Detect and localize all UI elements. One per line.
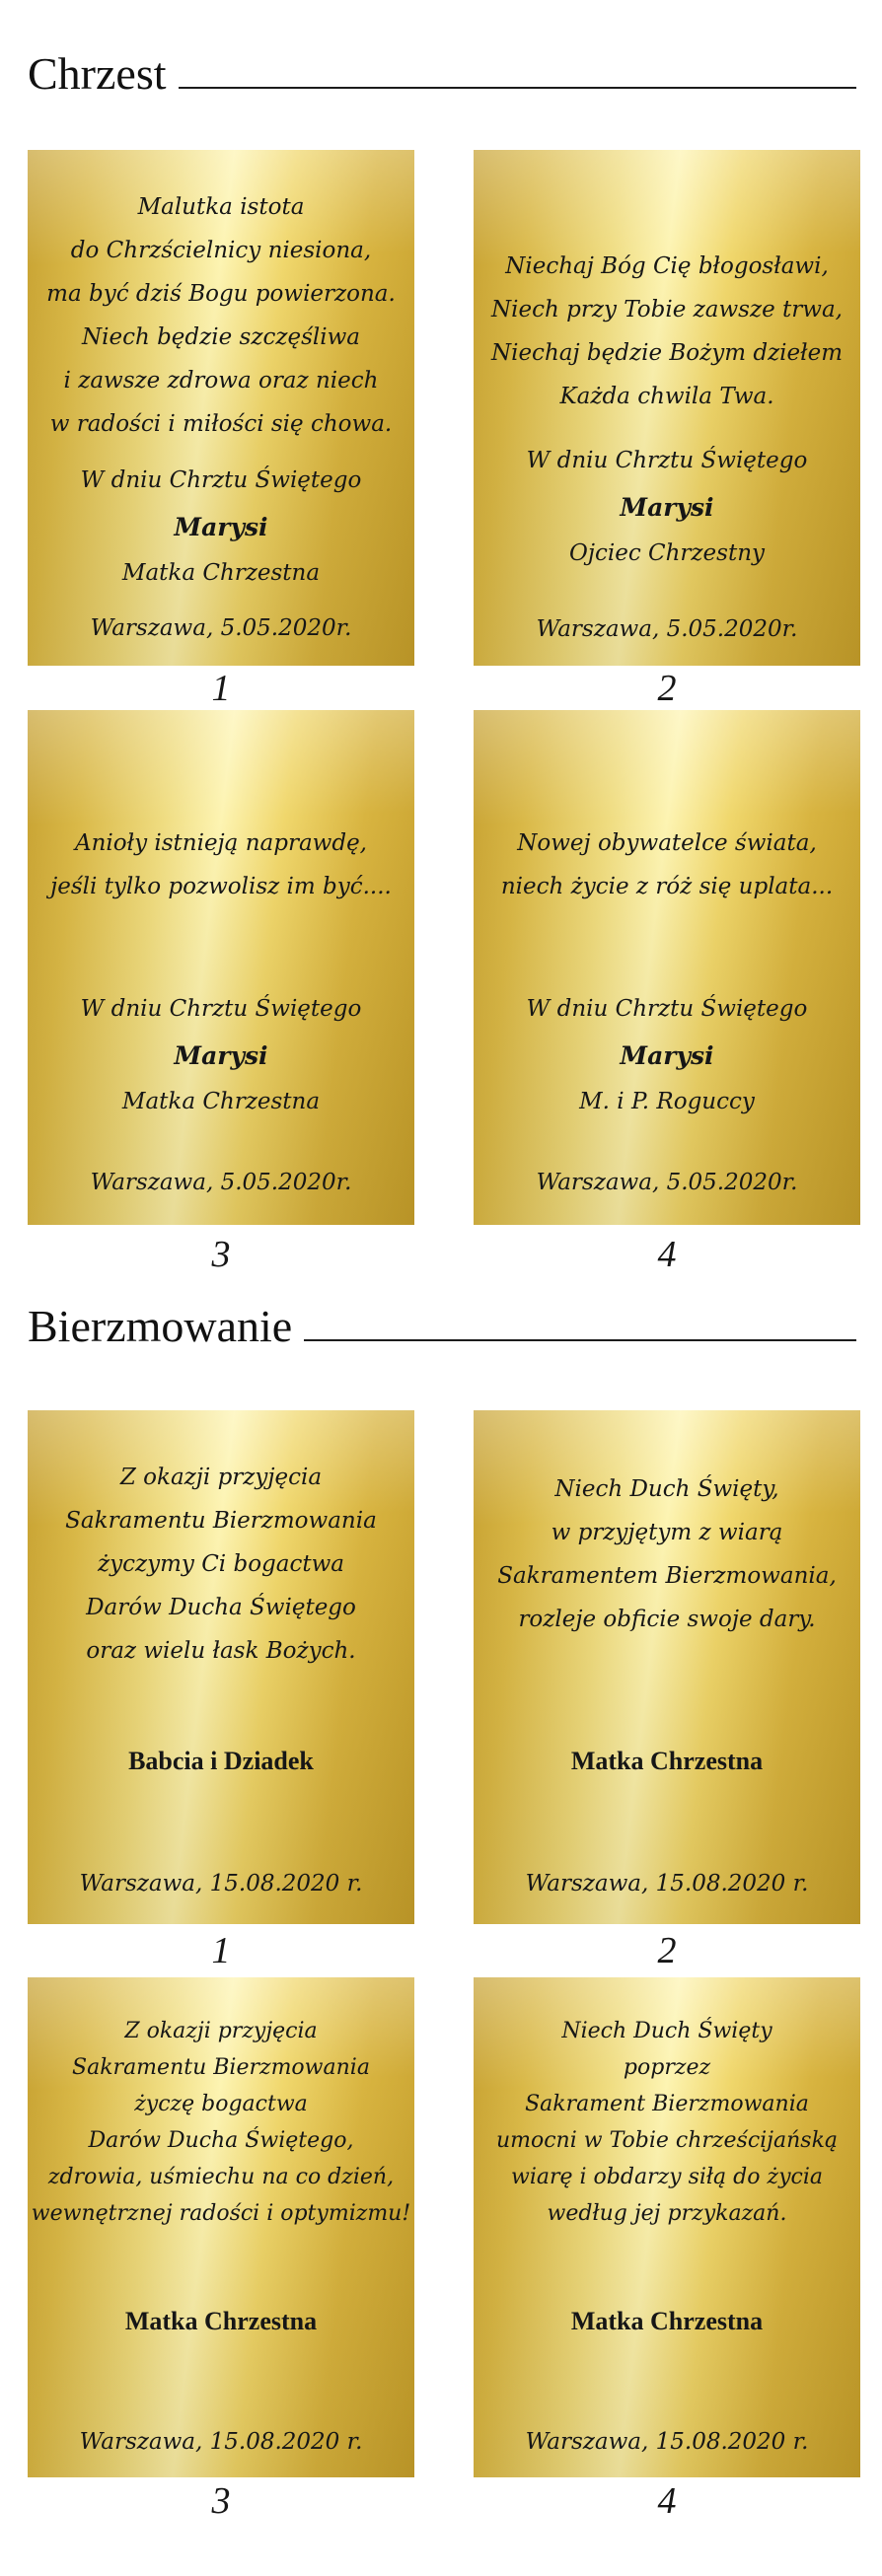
card-chrzest-3 xyxy=(28,710,414,1225)
section-title: Bierzmowanie xyxy=(28,1301,293,1351)
card-chrzest-1 xyxy=(28,150,414,666)
poem xyxy=(491,245,843,418)
card-number: 3 xyxy=(211,2480,231,2522)
dedication-block xyxy=(81,458,362,597)
signature: Matka Chrzestna xyxy=(124,2307,318,2335)
date-line: Warszawa, 5.05.2020r. xyxy=(536,616,798,642)
poem-line: życzę bogactwa xyxy=(134,2092,308,2116)
poem-line: wewnętrznej radości i optymizmu! xyxy=(31,2201,411,2226)
card-number: 4 xyxy=(657,2480,677,2522)
date-line: Warszawa, 15.08.2020 r. xyxy=(525,1871,809,1896)
poem-line: rozleje obficie swoje dary. xyxy=(518,1607,816,1632)
recipient-name: Marysi xyxy=(620,493,714,522)
section-rule xyxy=(179,87,856,89)
poem xyxy=(501,822,833,908)
poem-line: Niech Duch Święty xyxy=(561,2019,772,2043)
poem-line: Z okazji przyjęcia xyxy=(119,1465,323,1490)
poem xyxy=(46,185,396,446)
bierzmowanie-row-1 xyxy=(28,1410,860,1924)
poem-line: w radości i miłości się chowa. xyxy=(49,411,393,437)
signature: M. i P. Roguccy xyxy=(579,1089,755,1114)
poem-line: życzymy Ci bogactwa xyxy=(97,1551,344,1577)
poem-line: i zawsze zdrowa oraz niech xyxy=(63,368,379,394)
poem xyxy=(496,2013,838,2232)
card-bierzmowanie-3 xyxy=(28,1977,414,2477)
signature: Babcia i Dziadek xyxy=(128,1747,314,1775)
poem-line: Niechaj będzie Bożym dziełem xyxy=(490,340,844,366)
poem-line: wiarę i obdarzy siłą do życia xyxy=(511,2165,823,2189)
poem-line: Darów Ducha Świętego, xyxy=(88,2128,354,2153)
number-row xyxy=(28,1225,860,1284)
chrzest-row-1 xyxy=(28,150,860,666)
dedication-block xyxy=(527,986,808,1125)
number-row xyxy=(28,666,860,710)
card-bierzmowanie-2 xyxy=(474,1410,860,1924)
poem-line: Sakramentu Bierzmowania xyxy=(72,2055,370,2080)
poem-line: Każda chwila Twa. xyxy=(559,384,774,409)
section-rule xyxy=(304,1339,856,1341)
section-title: Chrzest xyxy=(28,48,167,99)
poem-line: zdrowia, uśmiechu na co dzień, xyxy=(47,2165,395,2189)
card-number: 2 xyxy=(657,667,677,709)
card-number: 1 xyxy=(211,667,231,709)
chrzest-row-2 xyxy=(28,710,860,1225)
card-bierzmowanie-1 xyxy=(28,1410,414,1924)
dedication-block xyxy=(81,986,362,1125)
poem-line: Anioły istnieją naprawdę, xyxy=(74,830,367,856)
poem-line: Niech Duch Święty, xyxy=(554,1476,779,1502)
signature: Matka Chrzestna xyxy=(121,560,321,586)
card-number: 4 xyxy=(657,1234,677,1275)
poem xyxy=(65,1456,377,1673)
date-line: Warszawa, 5.05.2020r. xyxy=(90,1170,352,1195)
signature: Matka Chrzestna xyxy=(121,1089,321,1114)
poem-line: jeśli tylko pozwolisz im być.... xyxy=(50,874,392,899)
poem-line: Malutka istota xyxy=(137,194,305,220)
section-header-bierzmowanie xyxy=(28,1301,860,1351)
date-line: Warszawa, 5.05.2020r. xyxy=(536,1170,798,1195)
section-header-chrzest xyxy=(28,48,860,99)
poem-line: niech życie z róż się uplata... xyxy=(500,874,834,899)
card-number: 2 xyxy=(657,1930,677,1971)
poem xyxy=(32,2013,410,2232)
poem-line: według jej przykazań. xyxy=(547,2201,787,2226)
date-line: Warszawa, 15.08.2020 r. xyxy=(79,2429,363,2455)
poem-line: Darów Ducha Świętego xyxy=(86,1595,356,1620)
signature: Matka Chrzestna xyxy=(570,1747,764,1775)
poem-line: Nowej obywatelce świata, xyxy=(517,830,817,856)
poem-line: Niechaj Bóg Cię błogosławi, xyxy=(505,253,829,279)
poem-line: Sakrament Bierzmowania xyxy=(525,2092,809,2116)
date-line: Warszawa, 15.08.2020 r. xyxy=(79,1871,363,1896)
dedication-line: W dniu Chrztu Świętego xyxy=(526,996,808,1022)
poem-line: poprzez xyxy=(623,2055,711,2080)
poem xyxy=(50,822,392,908)
card-chrzest-4 xyxy=(474,710,860,1225)
poem-line: Sakramentem Bierzmowania, xyxy=(497,1563,837,1589)
poem-line: umocni w Tobie chrześcijańską xyxy=(495,2128,839,2153)
poem-line: w przyjętym z wiarą xyxy=(551,1520,783,1545)
dedication-line: W dniu Chrztu Świętego xyxy=(526,448,808,473)
poem-line: Sakramentu Bierzmowania xyxy=(65,1508,377,1534)
poem-line: Z okazji przyjęcia xyxy=(124,2019,318,2043)
poem xyxy=(497,1467,837,1641)
card-chrzest-2 xyxy=(474,150,860,666)
date-line: Warszawa, 15.08.2020 r. xyxy=(525,2429,809,2455)
signature: Matka Chrzestna xyxy=(570,2307,764,2335)
card-number: 3 xyxy=(211,1234,231,1275)
recipient-name: Marysi xyxy=(620,1041,714,1070)
dedication-block xyxy=(527,438,808,577)
poem-line: do Chrzścielnicy niesiona, xyxy=(70,238,372,263)
signature: Ojciec Chrzestny xyxy=(568,540,765,566)
card-bierzmowanie-4 xyxy=(474,1977,860,2477)
number-row xyxy=(28,2477,860,2525)
recipient-name: Marysi xyxy=(174,1041,268,1070)
recipient-name: Marysi xyxy=(174,513,268,541)
number-row xyxy=(28,1924,860,1977)
poem-line: ma być dziś Bogu powierzona. xyxy=(46,281,396,307)
poem-line: oraz wielu łask Bożych. xyxy=(86,1638,356,1664)
poem-line: Niech będzie szczęśliwa xyxy=(81,324,360,350)
poem-line: Niech przy Tobie zawsze trwa, xyxy=(491,297,843,322)
dedication-line: W dniu Chrztu Świętego xyxy=(80,996,362,1022)
card-number: 1 xyxy=(211,1930,231,1971)
dedication-line: W dniu Chrztu Świętego xyxy=(80,467,362,493)
bierzmowanie-row-2 xyxy=(28,1977,860,2477)
date-line: Warszawa, 5.05.2020r. xyxy=(90,615,352,641)
